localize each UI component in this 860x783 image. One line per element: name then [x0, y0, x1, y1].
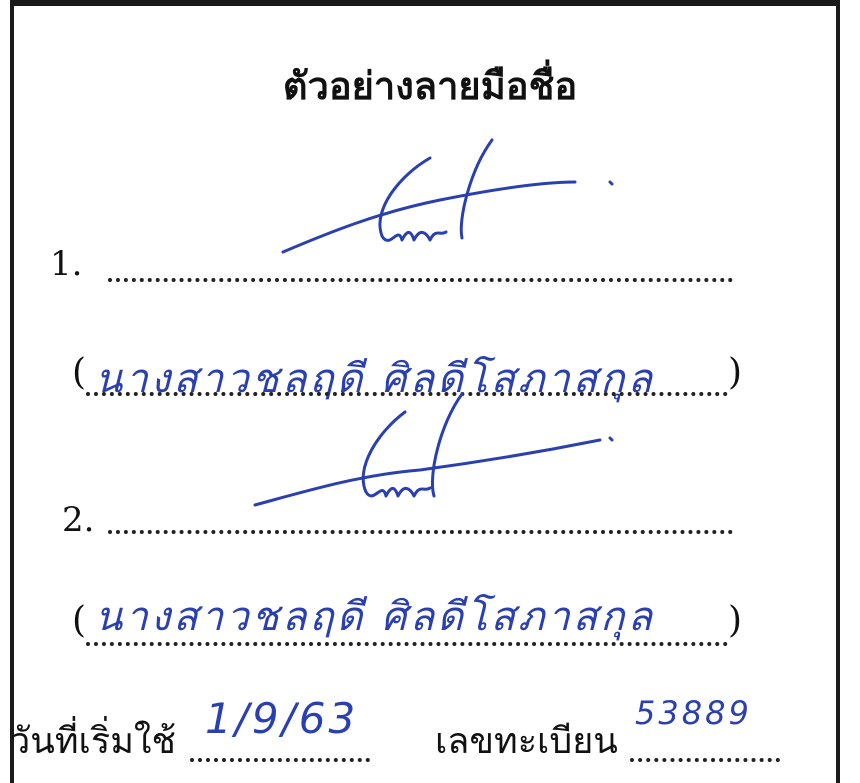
entry-1-open-paren: ( [72, 352, 87, 393]
entry-2-name: นางสาวชลฤดี ศิลดีโสภาสกุล [95, 594, 655, 640]
start-date-value: 1/9/63 [205, 694, 359, 743]
start-date-label: วันที่เริ่มใช้ [10, 721, 176, 762]
start-date-line [190, 758, 370, 762]
entry-1-number: 1. [50, 244, 83, 284]
entry-2-name-line [86, 642, 728, 646]
registration-label: เลขทะเบียน [435, 721, 618, 762]
entry-2-signature-line [108, 530, 733, 534]
entry-2-open-paren: ( [72, 600, 87, 641]
registration-value: 53889 [635, 694, 752, 732]
registration-line [630, 758, 780, 762]
page-title: ตัวอย่างลายมือชื่อ [282, 64, 578, 108]
entry-2-close-paren: ) [728, 600, 743, 641]
entry-1-close-paren: ) [728, 352, 743, 393]
entry-2-number: 2. [62, 500, 95, 540]
entry-1-name: นางสาวชลฤดี ศิลดีโสภาสกุล [95, 356, 655, 402]
